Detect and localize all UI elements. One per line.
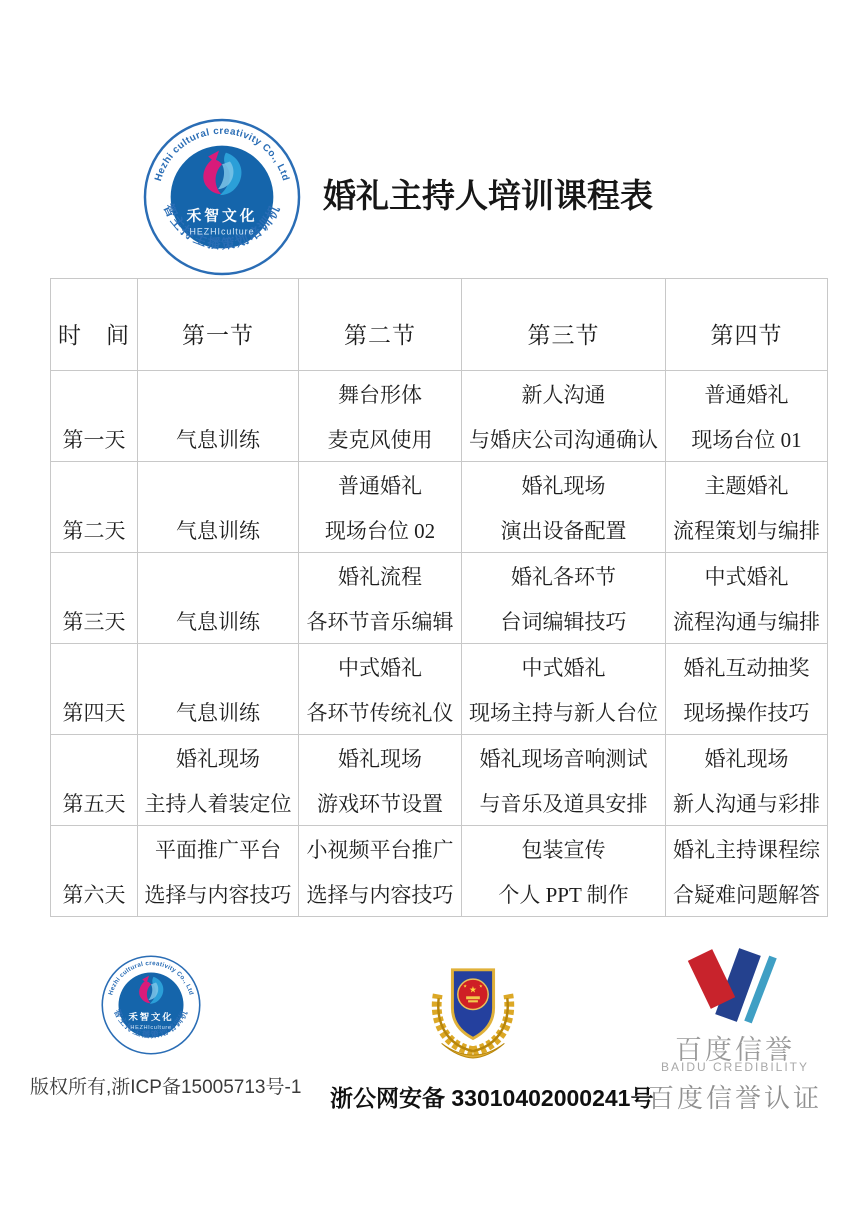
- course-cell: 婚礼现场 新人沟通与彩排: [666, 735, 828, 826]
- day-cell: 第二天: [51, 462, 138, 553]
- day-cell: 第六天: [51, 826, 138, 917]
- company-logo-small: [101, 955, 201, 1055]
- course-cell: 婚礼各环节 台词编辑技巧: [462, 553, 666, 644]
- company-logo: [143, 118, 301, 276]
- course-cell: 气息训练: [138, 553, 299, 644]
- course-cell: 婚礼主持课程综 合疑难问题解答: [666, 826, 828, 917]
- course-cell: 中式婚礼 各环节传统礼仪: [299, 644, 462, 735]
- course-cell: 婚礼现场 演出设备配置: [462, 462, 666, 553]
- course-cell: 主题婚礼 流程策划与编排: [666, 462, 828, 553]
- baidu-certification-text: 百度信誉认证: [647, 1083, 822, 1113]
- day-cell: 第四天: [51, 644, 138, 735]
- course-cell: 气息训练: [138, 644, 299, 735]
- course-table: [50, 278, 828, 917]
- baidu-credibility-title: 百度信誉: [675, 1035, 795, 1065]
- svg-text:★: ★: [469, 984, 477, 995]
- course-cell: 婚礼现场音响测试 与音乐及道具安排: [462, 735, 666, 826]
- course-cell: 婚礼互动抽奖 现场操作技巧: [666, 644, 828, 735]
- course-cell: 气息训练: [138, 462, 299, 553]
- baidu-credibility-subtitle: BAIDU CREDIBILITY: [660, 1060, 810, 1074]
- day-cell: 第三天: [51, 553, 138, 644]
- header-cell-session: 第一节: [138, 279, 299, 371]
- course-cell: 新人沟通 与婚庆公司沟通确认: [462, 371, 666, 462]
- course-cell: 中式婚礼 流程沟通与编排: [666, 553, 828, 644]
- course-cell: 气息训练: [138, 371, 299, 462]
- page-title: 婚礼主持人培训课程表: [323, 179, 653, 215]
- course-cell: 婚礼流程 各环节音乐编辑: [299, 553, 462, 644]
- header-cell-session: 第四节: [666, 279, 828, 371]
- svg-text:★: ★: [478, 983, 483, 989]
- day-cell: 第五天: [51, 735, 138, 826]
- header-cell-session: 第三节: [462, 279, 666, 371]
- day-cell: 第一天: [51, 371, 138, 462]
- course-cell: 普通婚礼 现场台位 01: [666, 371, 828, 462]
- course-cell: 中式婚礼 现场主持与新人台位: [462, 644, 666, 735]
- course-cell: 平面推广平台 选择与内容技巧: [138, 826, 299, 917]
- header-cell-time: 时 间: [51, 279, 138, 371]
- course-cell: 婚礼现场 游戏环节设置: [299, 735, 462, 826]
- baidu-v-icon: [676, 946, 788, 1026]
- course-cell: 婚礼现场 主持人着装定位: [138, 735, 299, 826]
- course-cell: 舞台形体 麦克风使用: [299, 371, 462, 462]
- copyright-text: 版权所有,浙ICP备15005713号-1: [30, 1077, 302, 1098]
- course-cell: 小视频平台推广 选择与内容技巧: [299, 826, 462, 917]
- course-cell: 普通婚礼 现场台位 02: [299, 462, 462, 553]
- course-cell: 包装宣传 个人 PPT 制作: [462, 826, 666, 917]
- police-filing-number: 浙公网安备 33010402000241号: [330, 1085, 654, 1111]
- svg-text:★: ★: [463, 983, 468, 989]
- police-badge-icon: [424, 956, 522, 1066]
- header-cell-session: 第二节: [299, 279, 462, 371]
